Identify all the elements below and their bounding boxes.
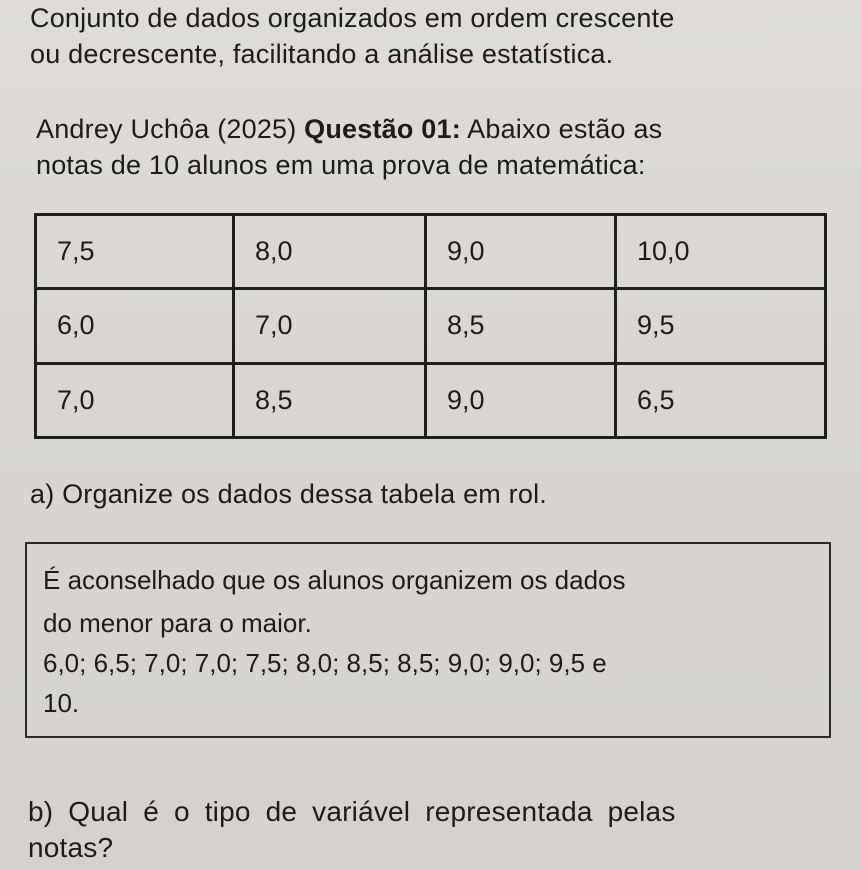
answer-line-3: 6,0; 6,5; 7,0; 7,0; 7,5; 8,0; 8,5; 8,5; 9,0; 9,0; 9,5 e [43, 648, 607, 678]
table-cell: 7,5 [36, 215, 234, 289]
table-cell: 8,5 [426, 289, 616, 363]
table-cell: 7,0 [234, 289, 426, 363]
table-cell: 6,5 [616, 363, 826, 437]
table-cell: 10,0 [616, 215, 826, 289]
answer-line-1: É aconselhado que os alunos organizem os dados [43, 565, 626, 595]
answer-box [25, 542, 831, 738]
table-cell: 8,5 [234, 363, 426, 437]
question-header [36, 113, 662, 145]
table-cell: 9,5 [616, 289, 826, 363]
table-cell: 6,0 [36, 289, 234, 363]
intro-line-1: Conjunto de dados organizados em ordem crescente [30, 3, 675, 33]
question-intro: Abaixo estão as [467, 114, 663, 144]
table-cell: 8,0 [234, 215, 426, 289]
part-b-line-2: notas? [28, 832, 114, 863]
intro-line-2: ou decrescente, facilitando a análise estatística. [30, 39, 614, 69]
answer-line-4: 10. [43, 688, 80, 718]
question-author: Andrey Uchôa (2025) [36, 114, 297, 144]
answer-line-2: do menor para o maior. [43, 608, 312, 638]
question-label: Questão 01: [304, 114, 461, 144]
part-b-line-1: b) Qual é o tipo de variável representada pelas [28, 796, 676, 827]
table-row [36, 363, 826, 437]
grades-table [34, 213, 827, 439]
part-a-prompt: a) Organize os dados dessa tabela em rol. [30, 479, 547, 509]
table-row [36, 289, 826, 363]
table-cell: 7,0 [36, 363, 234, 437]
table-cell: 9,0 [426, 215, 616, 289]
question-line-2: notas de 10 alunos em uma prova de matemática: [36, 150, 646, 180]
table-row [36, 215, 826, 289]
table-cell: 9,0 [426, 363, 616, 437]
